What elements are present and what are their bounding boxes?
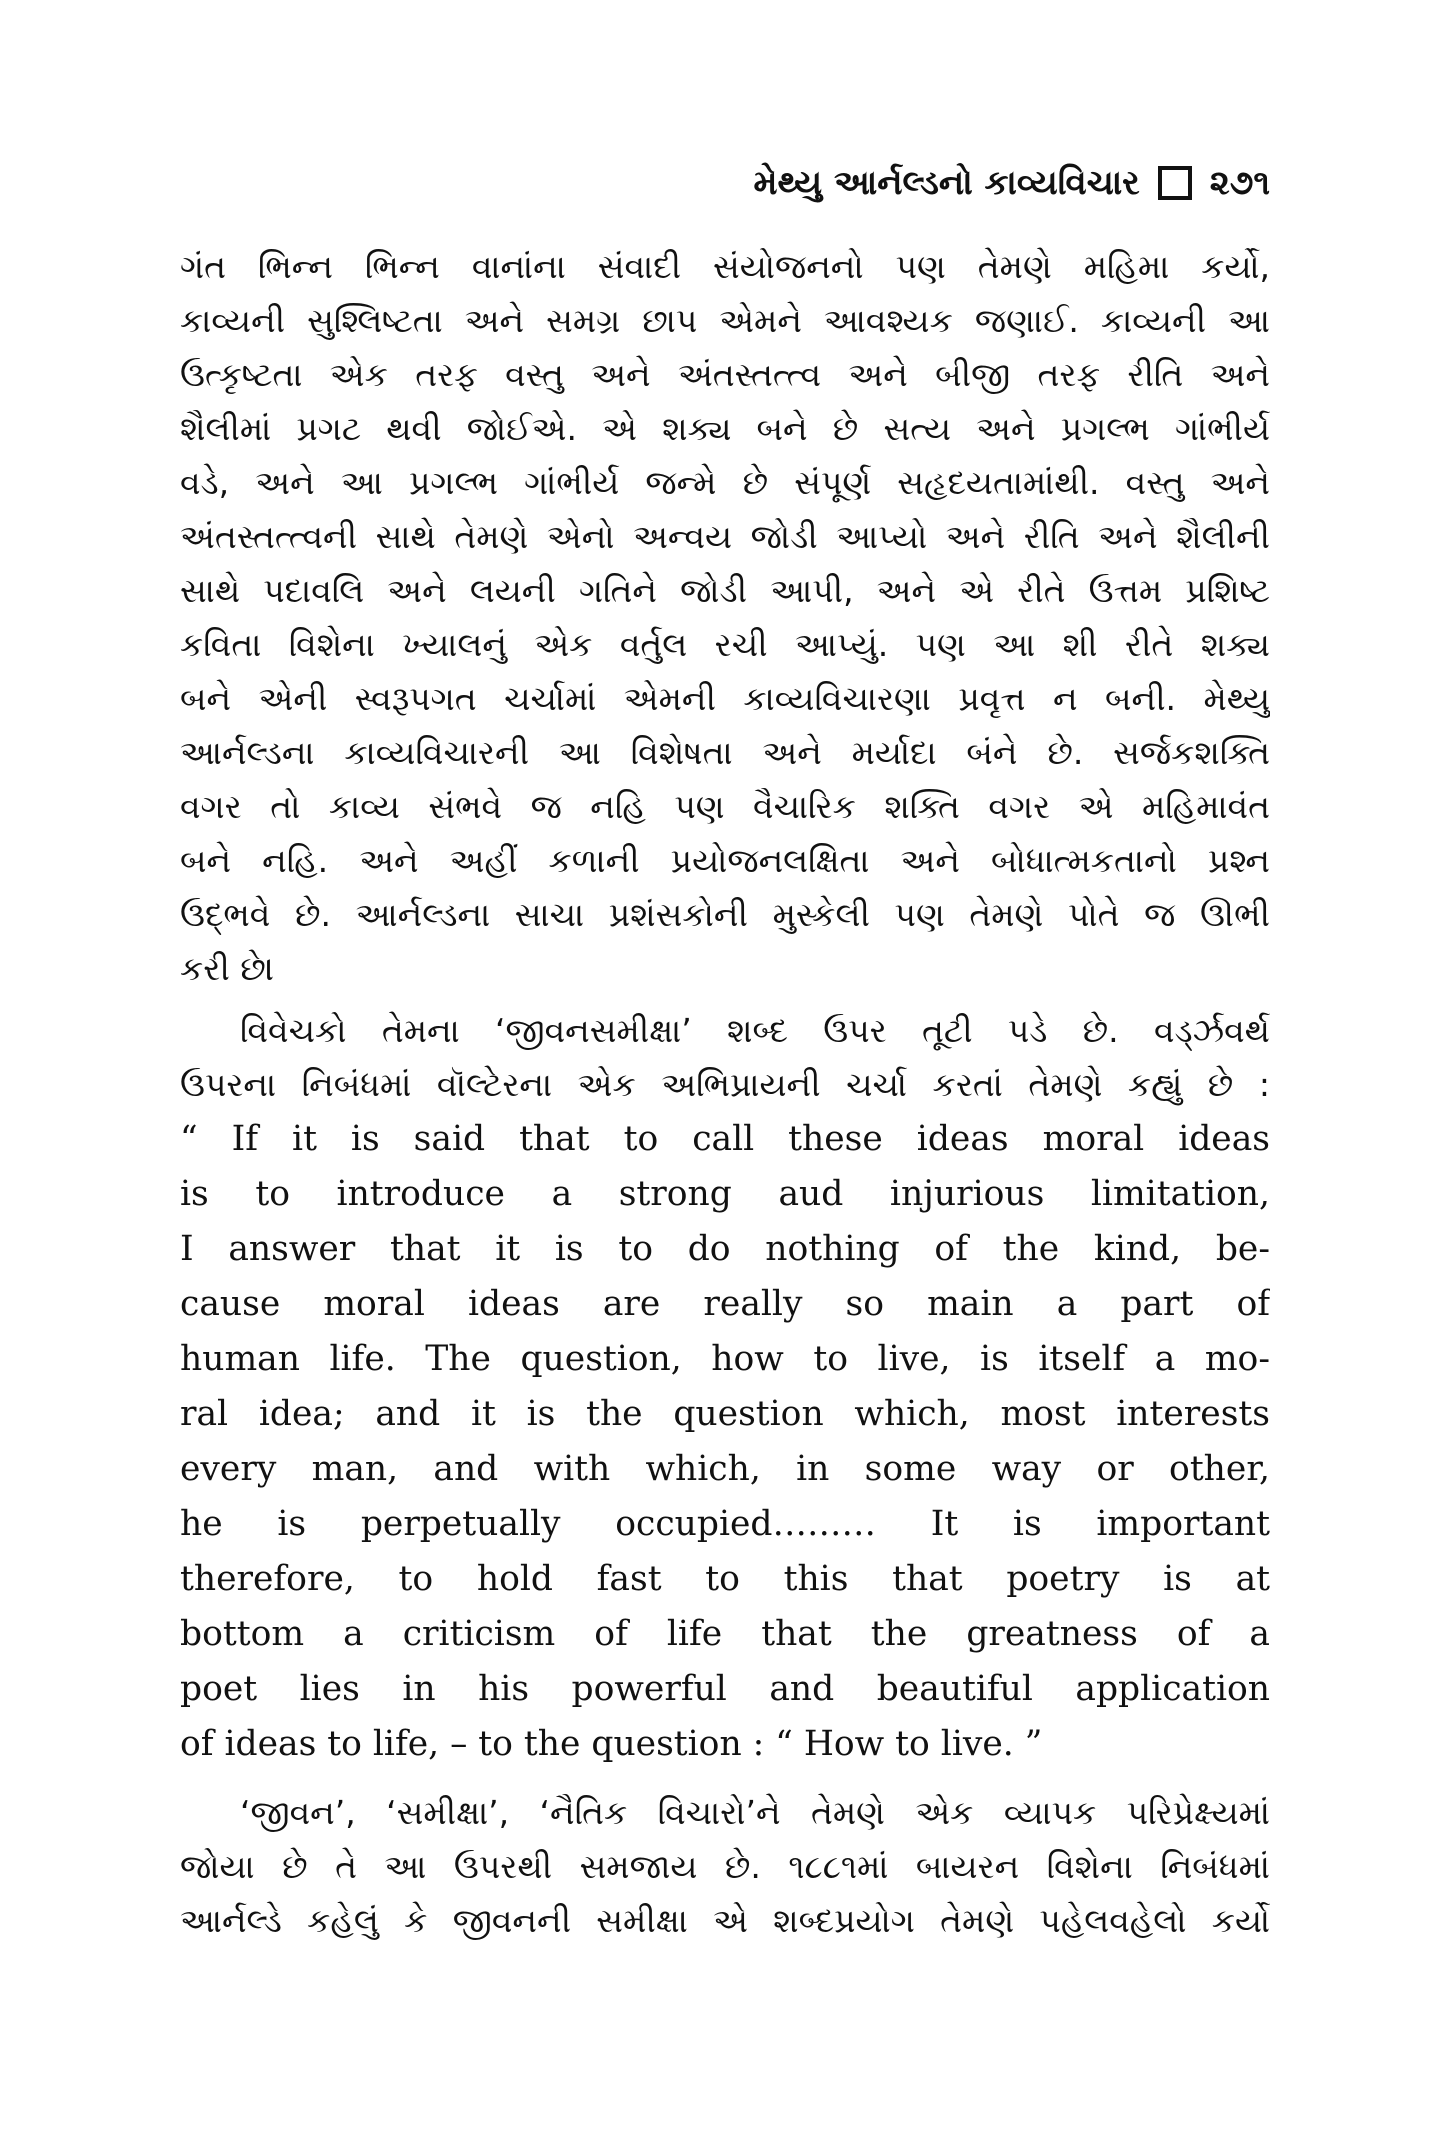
text-line: વિવેચકો તેમના ‘જીવનસમીક્ષા’ શબ્દ ઉપર તૂટી પડે છે. વર્ડ્ઝવર્થ <box>240 1011 1270 1050</box>
page-header <box>180 148 1270 218</box>
paragraph-gap <box>180 1772 1270 1786</box>
text-line: ઉદ્ભવે છે. આર્નલ્ડના સાચા પ્રશંસકોની મુસ્કેલી પણ તેમણે પોતે જ ઊભી <box>180 895 1270 934</box>
quote-line: poet lies in his powerful and beautiful application <box>180 1669 1270 1709</box>
page-number: ૨૭૧ <box>1209 163 1270 203</box>
text-line: વગર તો કાવ્ય સંભવે જ નહિ પણ વૈચારિક શક્તિ વગર એ મહિમાવંત <box>180 787 1270 826</box>
paragraph-1 <box>180 240 1270 996</box>
running-title: મેથ્યુ આર્નલ્ડનો કાવ્યવિચાર <box>753 163 1140 203</box>
text-line: અંતસ્તત્ત્વની સાથે તેમણે એનો અન્વય જોડી આપ્યો અને રીતિ અને શૈલીની <box>180 517 1270 556</box>
quote-line: bottom a criticism of life that the greatness of a <box>180 1614 1270 1654</box>
square-ornament-icon <box>1158 166 1192 200</box>
text-line: ઉત્કૃષ્ટતા એક તરફ વસ્તુ અને અંતસ્તત્ત્વ અને બીજી તરફ રીતિ અને <box>180 355 1270 394</box>
quote-line: “ If it is said that to call these ideas moral ideas <box>180 1119 1270 1159</box>
quote-line: human life. The question, how to live, is itself a mo- <box>180 1339 1270 1379</box>
text-line: સાથે પદાવલિ અને લયની ગતિને જોડી આપી, અને એ રીતે ઉત્તમ પ્રશિષ્ટ <box>180 571 1270 610</box>
text-line: બને નહિ. અને અહીં કળાની પ્રયોજનલક્ષિતા અને બોધાત્મકતાનો પ્રશ્ન <box>180 841 1270 880</box>
paragraph-gap <box>180 996 1270 1004</box>
text-line: કવિતા વિશેના ખ્યાલનું એક વર્તુલ રચી આપ્યું. પણ આ શી રીતે શક્ય <box>180 625 1270 664</box>
text-line: આર્નલ્ડે કહેલું કે જીવનની સમીક્ષા એ શબ્દપ્રયોગ તેમણે પહેલવહેલો કર્યો <box>180 1901 1270 1940</box>
text-line: કાવ્યની સુશ્લિષ્ટતા અને સમગ્ર છાપ એમને આવશ્યક જણાઈ. કાવ્યની આ <box>180 301 1270 340</box>
quote-line: he is perpetually occupied……… It is important <box>180 1504 1270 1544</box>
text-line: કરી છે। <box>180 949 275 988</box>
text-line: બને એની સ્વરૂપગત ચર્ચામાં એમની કાવ્યવિચારણા પ્રવૃત્ત ન બની. મેથ્યુ <box>180 679 1270 718</box>
text-line: આર્નલ્ડના કાવ્યવિચારની આ વિશેષતા અને મર્યાદા બંને છે. સર્જકશક્તિ <box>180 733 1270 772</box>
quote-line: every man, and with which, in some way or other, <box>180 1449 1270 1489</box>
paragraph-2 <box>180 1004 1270 1112</box>
body-text <box>180 240 1270 1948</box>
text-line: ‘જીવન’, ‘સમીક્ષા’, ‘નૈતિક વિચારો’ને તેમણે એક વ્યાપક પરિપ્રેક્ષ્યમાં <box>240 1793 1270 1832</box>
quote-line: ral idea; and it is the question which, most interests <box>180 1394 1270 1434</box>
text-line: વડે, અને આ પ્રગલ્ભ ગાંભીર્ય જન્મે છે સંપૂર્ણ સહૃદયતામાંથી. વસ્તુ અને <box>180 463 1270 502</box>
paragraph-3 <box>180 1786 1270 1948</box>
quote-line: of ideas to life, – to the question : “ How to live. ” <box>180 1724 1043 1764</box>
text-line: ગંત ભિન્ન ભિન્ન વાનાંના સંવાદી સંયોજનનો પણ તેમણે મહિમા કર્યો, <box>180 247 1270 286</box>
quotation-block <box>180 1112 1270 1772</box>
text-line: શૈલીમાં પ્રગટ થવી જોઈએ. એ શક્ય બને છે સત્ય અને પ્રગલ્ભ ગાંભીર્ય <box>180 409 1270 448</box>
quote-line: therefore, to hold fast to this that poetry is at <box>180 1559 1270 1599</box>
text-line: જોયા છે તે આ ઉપરથી સમજાય છે. ૧૮૮૧માં બાયરન વિશેના નિબંધમાં <box>180 1847 1270 1886</box>
quote-line: is to introduce a strong aud injurious limitation, <box>180 1174 1270 1214</box>
quote-line: cause moral ideas are really so main a part of <box>180 1284 1270 1324</box>
quote-line: I answer that it is to do nothing of the kind, be- <box>180 1229 1270 1269</box>
text-line: ઉપરના નિબંધમાં વૉલ્ટેરના એક અભિપ્રાયની ચર્ચા કરતાં તેમણે કહ્યું છે : <box>180 1065 1270 1104</box>
